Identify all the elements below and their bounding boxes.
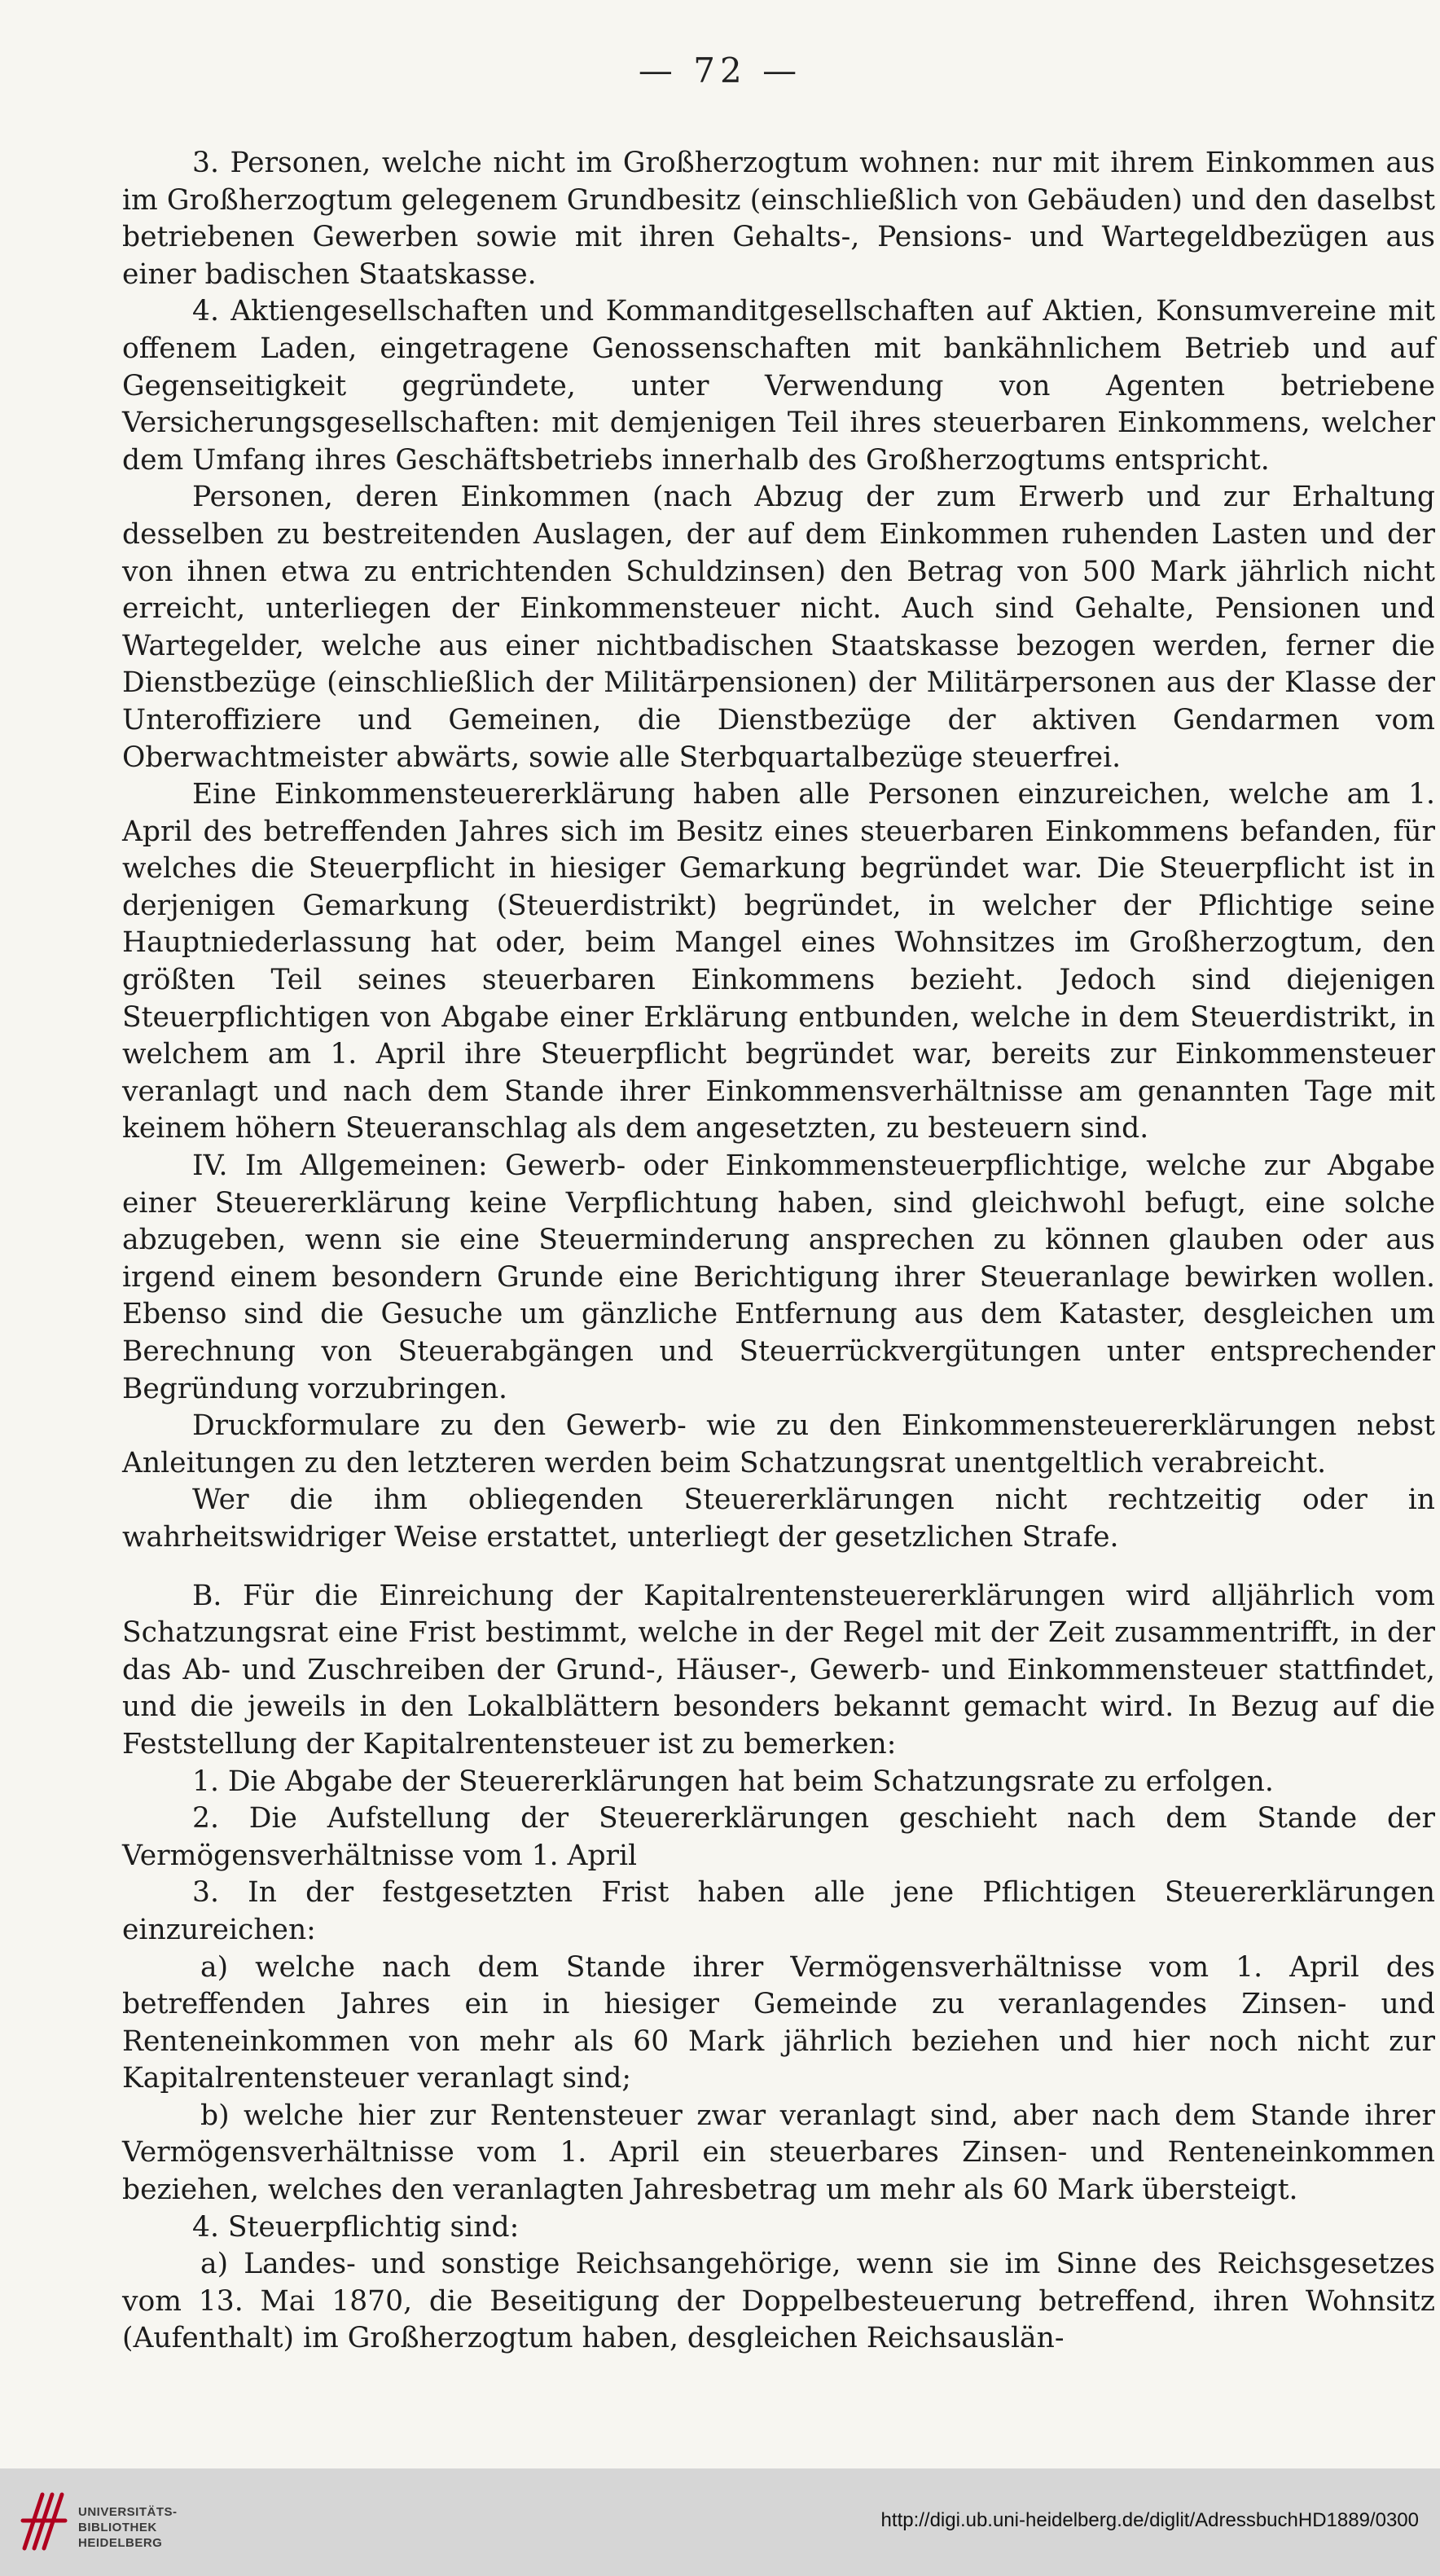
library-seal-icon: [18, 2488, 70, 2555]
paragraph: b) welche hier zur Rentensteuer zwar veranlagt sind, aber nach dem Stande ihrer Vermögensverhältnisse vom 1. April ein steuerbares Zinsen- und Renteneinkommen beziehen, welches den veranlagten Jahresbetrag um mehr als 60 Mark übersteigt.: [122, 2099, 1435, 2207]
paragraph: a) welche nach dem Stande ihrer Vermögensverhältnisse vom 1. April des betreffenden Jahres ein in hiesiger Gemeinde zu veranlagendes Zinsen- und Renteneinkommen von mehr als 60 Mark jährlich beziehen und hier noch nicht zur Kapitalrentensteuer veranlagt sind;: [122, 1950, 1435, 2095]
paragraph: 3. In der festgesetzten Frist haben alle jene Pflichtigen Steuererklärungen einzureichen:: [122, 1876, 1435, 1946]
logo-line-2: BIBLIOTHEK: [78, 2521, 157, 2534]
paragraph: 4. Aktiengesellschaften und Kommanditgesellschaften auf Aktien, Konsumvereine mit offenem Laden, eingetragene Genossenschaften mit bankähnlichem Betrieb und auf Gegenseitigkeit gegründete, unter Verwendung von Agenten betriebene Versicherungsgesellschaften: mit demjenigen Teil ihres steuerbaren Einkommens, welcher dem Umfang ihres Geschäftsbetriebs innerhalb des Großherzogtums entspricht.: [122, 295, 1435, 477]
paragraph: 3. Personen, welche nicht im Großherzogtum wohnen: nur mit ihrem Einkommen aus im Großherzogtum gelegenem Grundbesitz (einschließlich von Gebäuden) und den daselbst betriebenen Gewerben sowie mit ihren Gehalts-, Pensions- und Wartegeldbezügen aus einer badischen Staatskasse.: [122, 147, 1435, 291]
paragraph: Wer die ihm obliegenden Steuererklärungen nicht rechtzeitig oder in wahrheitswidriger Weise erstattet, unterliegt der gesetzlichen Strafe.: [122, 1484, 1435, 1554]
paragraph: 1. Die Abgabe der Steuererklärungen hat beim Schatzungsrate zu erfolgen.: [192, 1765, 1274, 1798]
source-url-link[interactable]: http://digi.ub.uni-heidelberg.de/diglit/AdressbuchHD1889/0300: [880, 2509, 1419, 2531]
paragraph: IV. Im Allgemeinen: Gewerb- oder Einkommensteuerpflichtige, welche zur Abgabe einer Steuererklärung keine Verpflichtung haben, sind gleichwohl befugt, eine solche abzugeben, wenn sie eine Steuerminderung ansprechen zu können glauben oder aus irgend einem besondern Grunde eine Berichtigung ihrer Steueranlage bewirken wollen. Ebenso sind die Gesuche um gänzliche Entfernung aus dem Kataster, desgleichen um Berechnung von Steuerabgängen und Steuerrückvergütungen unter entsprechender Begründung vorzubringen.: [122, 1150, 1435, 1405]
paragraph: a) Landes- und sonstige Reichsangehörige, wenn sie im Sinne des Reichsgesetzes vom 13. Mai 1870, die Beseitigung der Doppelbesteuerung betreffend, ihren Wohnsitz (Aufenthalt) im Großherzogtum haben, desgleichen Reichsauslän-: [122, 2248, 1435, 2355]
paragraph: Druckformulare zu den Gewerb- wie zu den Einkommensteuererklärungen nebst Anleitungen zu den letzteren werden beim Schatzungsrat unentgeltlich verabreicht.: [122, 1409, 1435, 1479]
paragraph-spacer: [122, 1557, 1435, 1578]
paragraph: Personen, deren Einkommen (nach Abzug der zum Erwerb und zur Erhaltung desselben zu bestreitenden Auslagen, der auf dem Einkommen ruhenden Lasten und der von ihnen etwa zu entrichtenden Schuldzinsen) den Betrag von 500 Mark jährlich nicht erreicht, unterliegen der Einkommensteuer nicht. Auch sind Gehalte, Pensionen und Wartegelder, welche aus einer nichtbadischen Staatskasse bezogen werden, ferner die Dienstbezüge (einschließlich der Militärpensionen) der Militärpersonen aus der Klasse der Unteroffiziere und Gemeinen, die Dienstbezüge der aktiven Gendarmen vom Oberwachtmeister abwärts, sowie alle Sterbquartalbezüge steuerfrei.: [122, 481, 1435, 774]
logo-line-1: UNIVERSITÄTS-: [78, 2505, 178, 2519]
body-text: [122, 145, 1435, 2358]
library-name: [78, 2504, 178, 2551]
footer-bar: [0, 2468, 1440, 2576]
paragraph: Eine Einkommensteuererklärung haben alle Personen einzureichen, welche am 1. April des betreffenden Jahres sich im Besitz eines steuerbaren Einkommens befanden, für welches die Steuerpflicht in hiesiger Gemarkung begründet war. Die Steuerpflicht ist in derjenigen Gemarkung (Steuerdistrikt) begründet, in welcher der Pflichtige seine Hauptniederlassung hat oder, beim Mangel eines Wohnsitzes im Großherzogtum, den größten Teil seines steuerbaren Einkommens bezieht. Jedoch sind diejenigen Steuerpflichtigen von Abgabe einer Erklärung entbunden, welche in dem Steuerdistrikt, in welchem am 1. April ihre Steuerpflicht begründet war, bereits zur Einkommensteuer veranlagt und nach dem Stande ihrer Einkommensverhältnisse am genannten Tage mit keinem höhern Steueranschlag als dem angesetzten, zu besteuern sind.: [122, 778, 1435, 1145]
paragraph: 2. Die Aufstellung der Steuererklärungen geschieht nach dem Stande der Vermögensverhältnisse vom 1. April: [122, 1802, 1435, 1872]
paragraph: 4. Steuerpflichtig sind:: [192, 2210, 520, 2244]
page-number: — 72 —: [638, 51, 802, 90]
paragraph: B. Für die Einreichung der Kapitalrentensteuererklärungen wird alljährlich vom Schatzungsrat eine Frist bestimmt, welche in der Regel mit der Zeit zusammentrifft, in der das Ab- und Zuschreiben der Grund-, Häuser-, Gewerb- und Einkommensteuer stattfindet, und die jeweils in den Lokalblättern besonders bekannt gemacht wird. In Bezug auf die Feststellung der Kapitalrentensteuer ist zu bemerken:: [122, 1579, 1435, 1761]
library-logo[interactable]: [13, 2478, 200, 2568]
logo-line-3: HEIDELBERG: [78, 2536, 163, 2550]
